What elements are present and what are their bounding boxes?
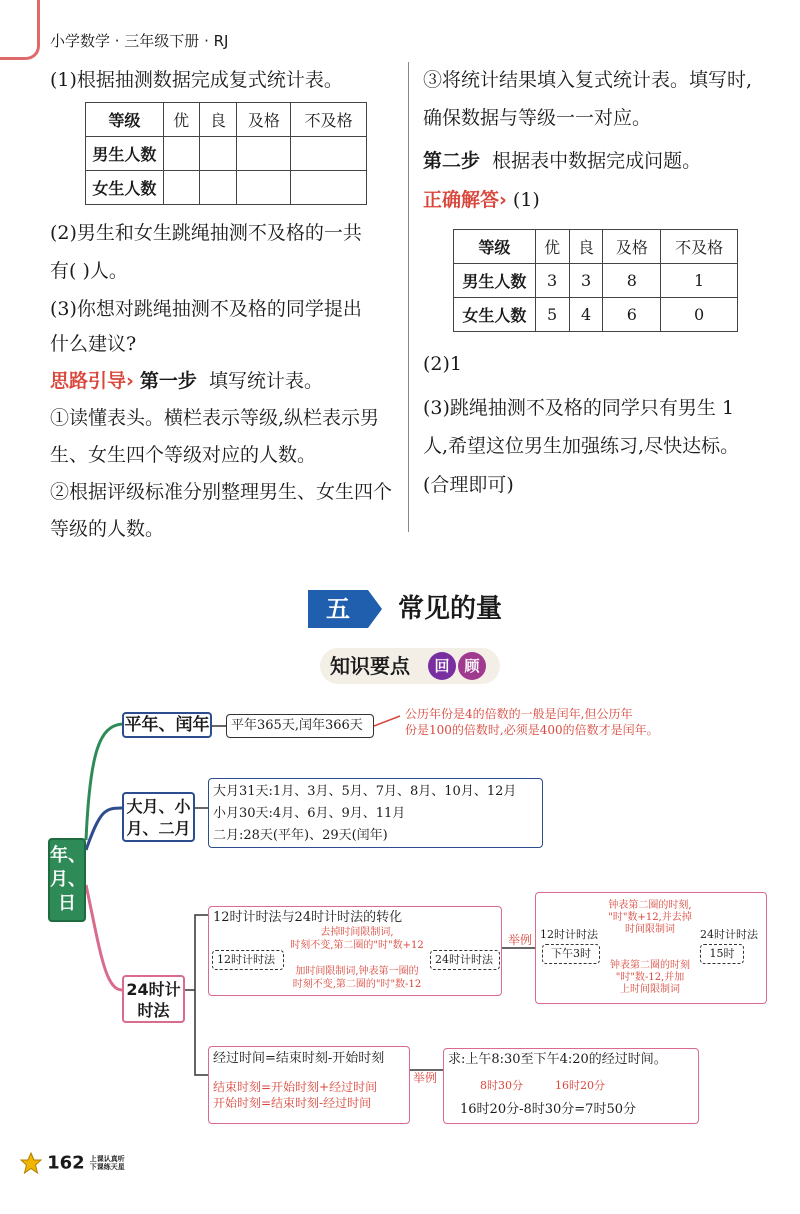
table-header-cell: 优 (535, 230, 569, 264)
table-cell (291, 137, 367, 171)
table-row-label: 男生人数 (454, 264, 536, 298)
example-forward-note: 钟表第二圈的时刻, "时"数+12,并去掉 时间限制词 (608, 900, 692, 935)
example-12h-title: 12时计时法 (540, 928, 598, 941)
star-mascot-icon (20, 1152, 42, 1174)
table-row-label: 男生人数 (86, 137, 164, 171)
node-24h-clock: 24时计时法 (122, 975, 185, 1023)
answer-3-line1: (3)跳绳抽测不及格的同学只有男生 1 (423, 397, 735, 419)
guide-3-line1: ③将统计结果填入复式统计表。填写时, (423, 69, 753, 91)
table-cell (199, 137, 237, 171)
answer-line: 正确解答› (1) (423, 189, 540, 211)
conversion-title: 12时计时法与24时计时法的转化 (213, 910, 403, 925)
elapsed-time-box (208, 1046, 410, 1124)
table-cell: 3 (535, 264, 569, 298)
question-2-line1: (2)男生和女生跳绳抽测不及格的一共 (50, 222, 362, 244)
blank-stat-table (85, 102, 367, 205)
table-header-cell: 不及格 (661, 230, 738, 264)
table-cell: 8 (603, 264, 661, 298)
months-box (208, 778, 543, 848)
table-header-cell: 优 (163, 103, 199, 137)
guide-line: 思路引导› 第一步 填写统计表。 (50, 370, 324, 392)
step2-line (423, 143, 701, 179)
leap-year-note: 公历年份是4的倍数的一般是闰年,但公历年 份是100的倍数时,必须是400的倍数才是闰年。 (405, 707, 659, 737)
table-header-cell: 等级 (86, 103, 164, 137)
february: 二月:28天(平年)、29天(闰年) (213, 828, 388, 843)
page-number: 162 (47, 1152, 85, 1174)
table-cell: 5 (535, 298, 569, 332)
conversion-12h: 12时计时法 (212, 950, 284, 970)
example-label: 举例 (508, 933, 533, 947)
table-cell: 6 (603, 298, 661, 332)
guide-1-line1: ①读懂表头。横栏表示等级,纵栏表示男 (50, 407, 380, 429)
table-header-cell: 良 (199, 103, 237, 137)
node-leap-year: 平年、闰年 (122, 712, 212, 738)
leap-year-box: 平年365天,闰年366天 (226, 714, 374, 738)
knowledge-points-title: 知识要点 (330, 654, 410, 678)
small-months: 小月30天:4月、6月、9月、11月 (213, 806, 406, 821)
answer-3-line3: (合理即可) (423, 474, 514, 496)
mindmap-root: 年、月、日 (48, 838, 86, 922)
question-1: (1)根据抽测数据完成复式统计表。 (50, 69, 343, 91)
table-cell (163, 137, 199, 171)
table-row-label: 女生人数 (454, 298, 536, 332)
node-months: 大月、小月、二月 (122, 792, 195, 842)
elapsed-question: 求:上午8:30至下午4:20的经过时间。 (448, 1052, 667, 1067)
example-3pm: 下午3时 (542, 944, 600, 964)
table-cell (163, 171, 199, 205)
example-backward-note: 钟表第二圈的时刻 "时"数-12,并加 上时间限制词 (610, 960, 690, 995)
review-badge-2: 顾 (458, 652, 486, 680)
page-header (0, 0, 800, 60)
guide-2-line2: 等级的人数。 (50, 518, 165, 540)
start-time-formula: 开始时刻=结束时刻-经过时间 (213, 1096, 372, 1110)
conversion-backward-note: 加时间限制词,钟表第一圈的 时刻不变,第二圈的"时"数-12 (292, 966, 422, 990)
section-title: 常见的量 (398, 594, 503, 624)
step2-text: 根据表中数据完成问题。 (492, 150, 702, 172)
step1-text: 填写统计表。 (209, 370, 324, 392)
guide-1-line2: 生、女生四个等级对应的人数。 (50, 444, 317, 466)
end-time-formula: 结束时刻=开始时刻+经过时间 (213, 1080, 378, 1094)
conversion-forward-note: 去掉时间限制词, 时刻不变,第二圈的"时"数+12 (290, 927, 424, 951)
answer-label: 正确解答 (423, 189, 500, 211)
answer-stat-table (453, 229, 738, 332)
example-15h: 15时 (700, 944, 744, 964)
table-cell: 4 (569, 298, 603, 332)
table-cell (237, 137, 291, 171)
table-row-label: 女生人数 (86, 171, 164, 205)
end-time-24h: 16时20分 (555, 1079, 605, 1092)
elapsed-formula: 经过时间=结束时刻-开始时刻 (213, 1051, 385, 1066)
big-months: 大月31天:1月、3月、5月、7月、8月、10月、12月 (213, 784, 517, 799)
table-cell: 3 (569, 264, 603, 298)
table-header-cell: 良 (569, 230, 603, 264)
table-header-cell: 及格 (237, 103, 291, 137)
table-cell: 0 (661, 298, 738, 332)
page-footer (20, 1152, 125, 1174)
guide-label: 思路引导 (50, 370, 127, 392)
header-title: 小学数学 · 三年级下册 · RJ (50, 32, 229, 50)
answer-3-line2: 人,希望这位男生加强练习,尽快达标。 (423, 435, 740, 457)
conversion-24h: 24时计时法 (430, 950, 500, 970)
column-divider (408, 62, 409, 532)
question-2-line2: 有( )人。 (50, 260, 128, 282)
table-cell (237, 171, 291, 205)
example-24h-title: 24时计时法 (700, 928, 758, 941)
answer-2: (2)1 (423, 353, 463, 375)
section-number: 五 (308, 590, 368, 628)
review-badge-1: 回 (428, 652, 456, 680)
guide-3-line2: 确保数据与等级一一对应。 (423, 107, 652, 129)
elapsed-answer: 16时20分-8时30分=7时50分 (460, 1102, 636, 1117)
step2-label: 第二步 (423, 150, 481, 172)
footer-slogan: 上课认真听 下课练天星 (89, 1155, 125, 1171)
start-time-24h: 8时30分 (480, 1079, 523, 1092)
header-corner-decoration (0, 0, 40, 60)
table-header-cell: 不及格 (291, 103, 367, 137)
table-cell: 1 (661, 264, 738, 298)
table-header-cell: 等级 (454, 230, 536, 264)
guide-2-line1: ②根据评级标准分别整理男生、女生四个 (50, 481, 393, 503)
table-cell (199, 171, 237, 205)
question-3-line1: (3)你想对跳绳抽测不及格的同学提出 (50, 298, 362, 320)
question-3-line2: 什么建议? (50, 333, 137, 355)
example-2-label: 举例 (413, 1071, 438, 1085)
table-cell (291, 171, 367, 205)
step1-label: 第一步 (139, 370, 197, 392)
answer-1: (1) (512, 189, 540, 211)
table-header-cell: 及格 (603, 230, 661, 264)
